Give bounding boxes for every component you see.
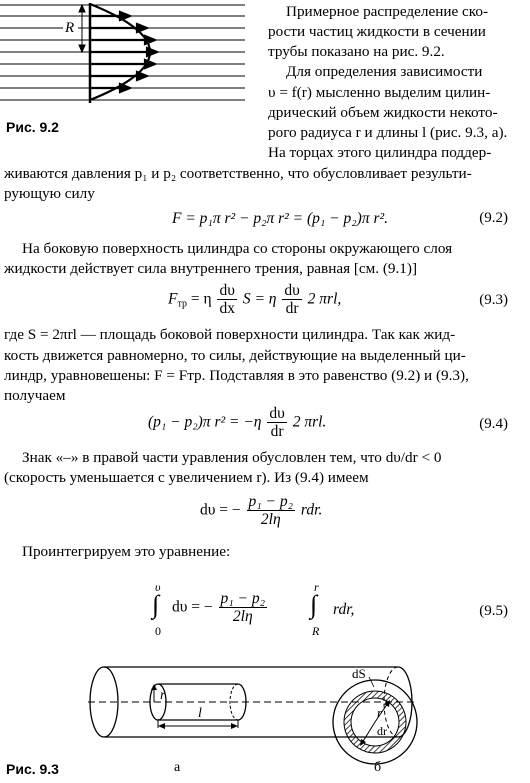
fraction-numerator: dυ (284, 282, 300, 299)
eq-part: dυ = − (200, 501, 241, 519)
fraction (247, 493, 296, 529)
eq-symbol: F (168, 290, 178, 308)
text-line: дрический объем жидкости некото- (268, 104, 498, 121)
fig-9-3-dr-label: dr (377, 724, 387, 738)
integral-sign: ∫ (152, 590, 160, 619)
eq-part: S = η (242, 290, 277, 308)
equation-9-2: F = p₁π r² − p₂π r² = (p₁ − p₂)π r². (172, 210, 389, 227)
fraction (282, 282, 301, 318)
fraction (217, 282, 237, 318)
text-line: На боковую поверхность цилиндра со стороны окружающего слоя (22, 240, 453, 257)
eq-part: = η (190, 290, 212, 308)
fig-9-3-dS-label: dS (352, 666, 366, 681)
eq-part: rdr. (300, 501, 323, 519)
text-line: Для определения зависимости (286, 63, 483, 80)
text-line: где S = 2πrl — площадь боковой поверхности цилиндра. Так как жид- (4, 326, 456, 343)
eq-part: 2 πrl. (292, 413, 327, 431)
integral-lower-limit: 0 (155, 624, 161, 638)
text-line: Проинтегрируем это уравнение: (22, 543, 231, 560)
eq-part: (p₁ − p₂)π r² = −η (148, 413, 262, 431)
equation-number-9-3: (9.3) (479, 292, 508, 308)
integral-upper-limit: r (314, 580, 319, 594)
text-line: Знак «–» в правой части уравления обусловлен тем, что dυ/dr < 0 (22, 449, 442, 466)
fraction (267, 405, 286, 441)
fig-9-3-r-label-b: r (377, 705, 383, 720)
eq-part: dυ = − (172, 598, 213, 616)
fraction-denominator: 2lη (260, 511, 281, 528)
fraction-numerator: p₁ − p₂ (248, 493, 294, 510)
text-line: получаем (4, 387, 66, 404)
text-line: жидкости действует сила внутреннего трения, равная [см. (9.1)] (4, 260, 418, 277)
equation-9-3 (168, 282, 341, 318)
fig-9-3-l-label: l (198, 706, 202, 721)
fig-9-3-caption: Рис. 9.3 (6, 761, 59, 777)
equation-number-9-2: (9.2) (479, 210, 508, 226)
integral-upper-limit: υ (155, 580, 161, 594)
fraction-denominator: dx (219, 300, 235, 317)
text-line: рости частиц жидкости в сечении (268, 23, 486, 40)
equation-dv (200, 493, 322, 529)
integral-sign: ∫ (310, 590, 318, 619)
text-line: живаются давления p₁ и p₂ соответственно, что обусловливает результи- (4, 165, 472, 182)
fig-9-3-r-label: r (160, 688, 166, 703)
eq-subscript: тр (177, 298, 187, 310)
text-line: линдр, уравновешены: F = Fтр. Подставляя в это равенство (9.2) и (9.3), (4, 367, 469, 384)
fraction-denominator: dr (285, 300, 299, 317)
equation-number-9-4: (9.4) (479, 416, 508, 432)
fig-9-2-caption: Рис. 9.2 (6, 119, 59, 135)
fraction-numerator: dυ (269, 405, 285, 422)
text-line: кость движется равномерно, то силы, действующие на выделенный ци- (4, 347, 466, 364)
text-line: рующую силу (4, 185, 95, 202)
eq-part: rdr, (333, 601, 355, 618)
text-line: На торцах этого цилиндра поддер- (268, 144, 492, 161)
fig-9-2-velocity-profile (0, 0, 250, 108)
fig-9-3a-label: а (174, 760, 181, 775)
eq-part (172, 590, 269, 626)
fig-9-3b-label: б (374, 760, 382, 775)
fraction-numerator: p₁ − p₂ (220, 590, 266, 607)
fraction (219, 590, 268, 626)
integral-lower-limit: R (312, 624, 320, 638)
text-line: трубы показано на рис. 9.2. (268, 43, 445, 60)
fraction-denominator: dr (270, 423, 284, 440)
fraction-numerator: dυ (217, 282, 237, 300)
text-line: υ = f(r) мысленно выделим цилин- (268, 84, 491, 101)
text-line: Примерное распределение ско- (286, 3, 488, 20)
equation-number-9-5: (9.5) (479, 603, 508, 619)
fraction-denominator: 2lη (232, 608, 253, 625)
equation-9-4 (148, 405, 326, 441)
fig-9-2-radius-label: R (65, 20, 75, 36)
text-line: рого радиуса r и длины l (рис. 9.3, а). (268, 124, 508, 141)
eq-part: 2 πrl, (307, 290, 342, 308)
text-line: (скорость уменьшается с увеличением r). Из (9.4) имеем (4, 469, 369, 486)
